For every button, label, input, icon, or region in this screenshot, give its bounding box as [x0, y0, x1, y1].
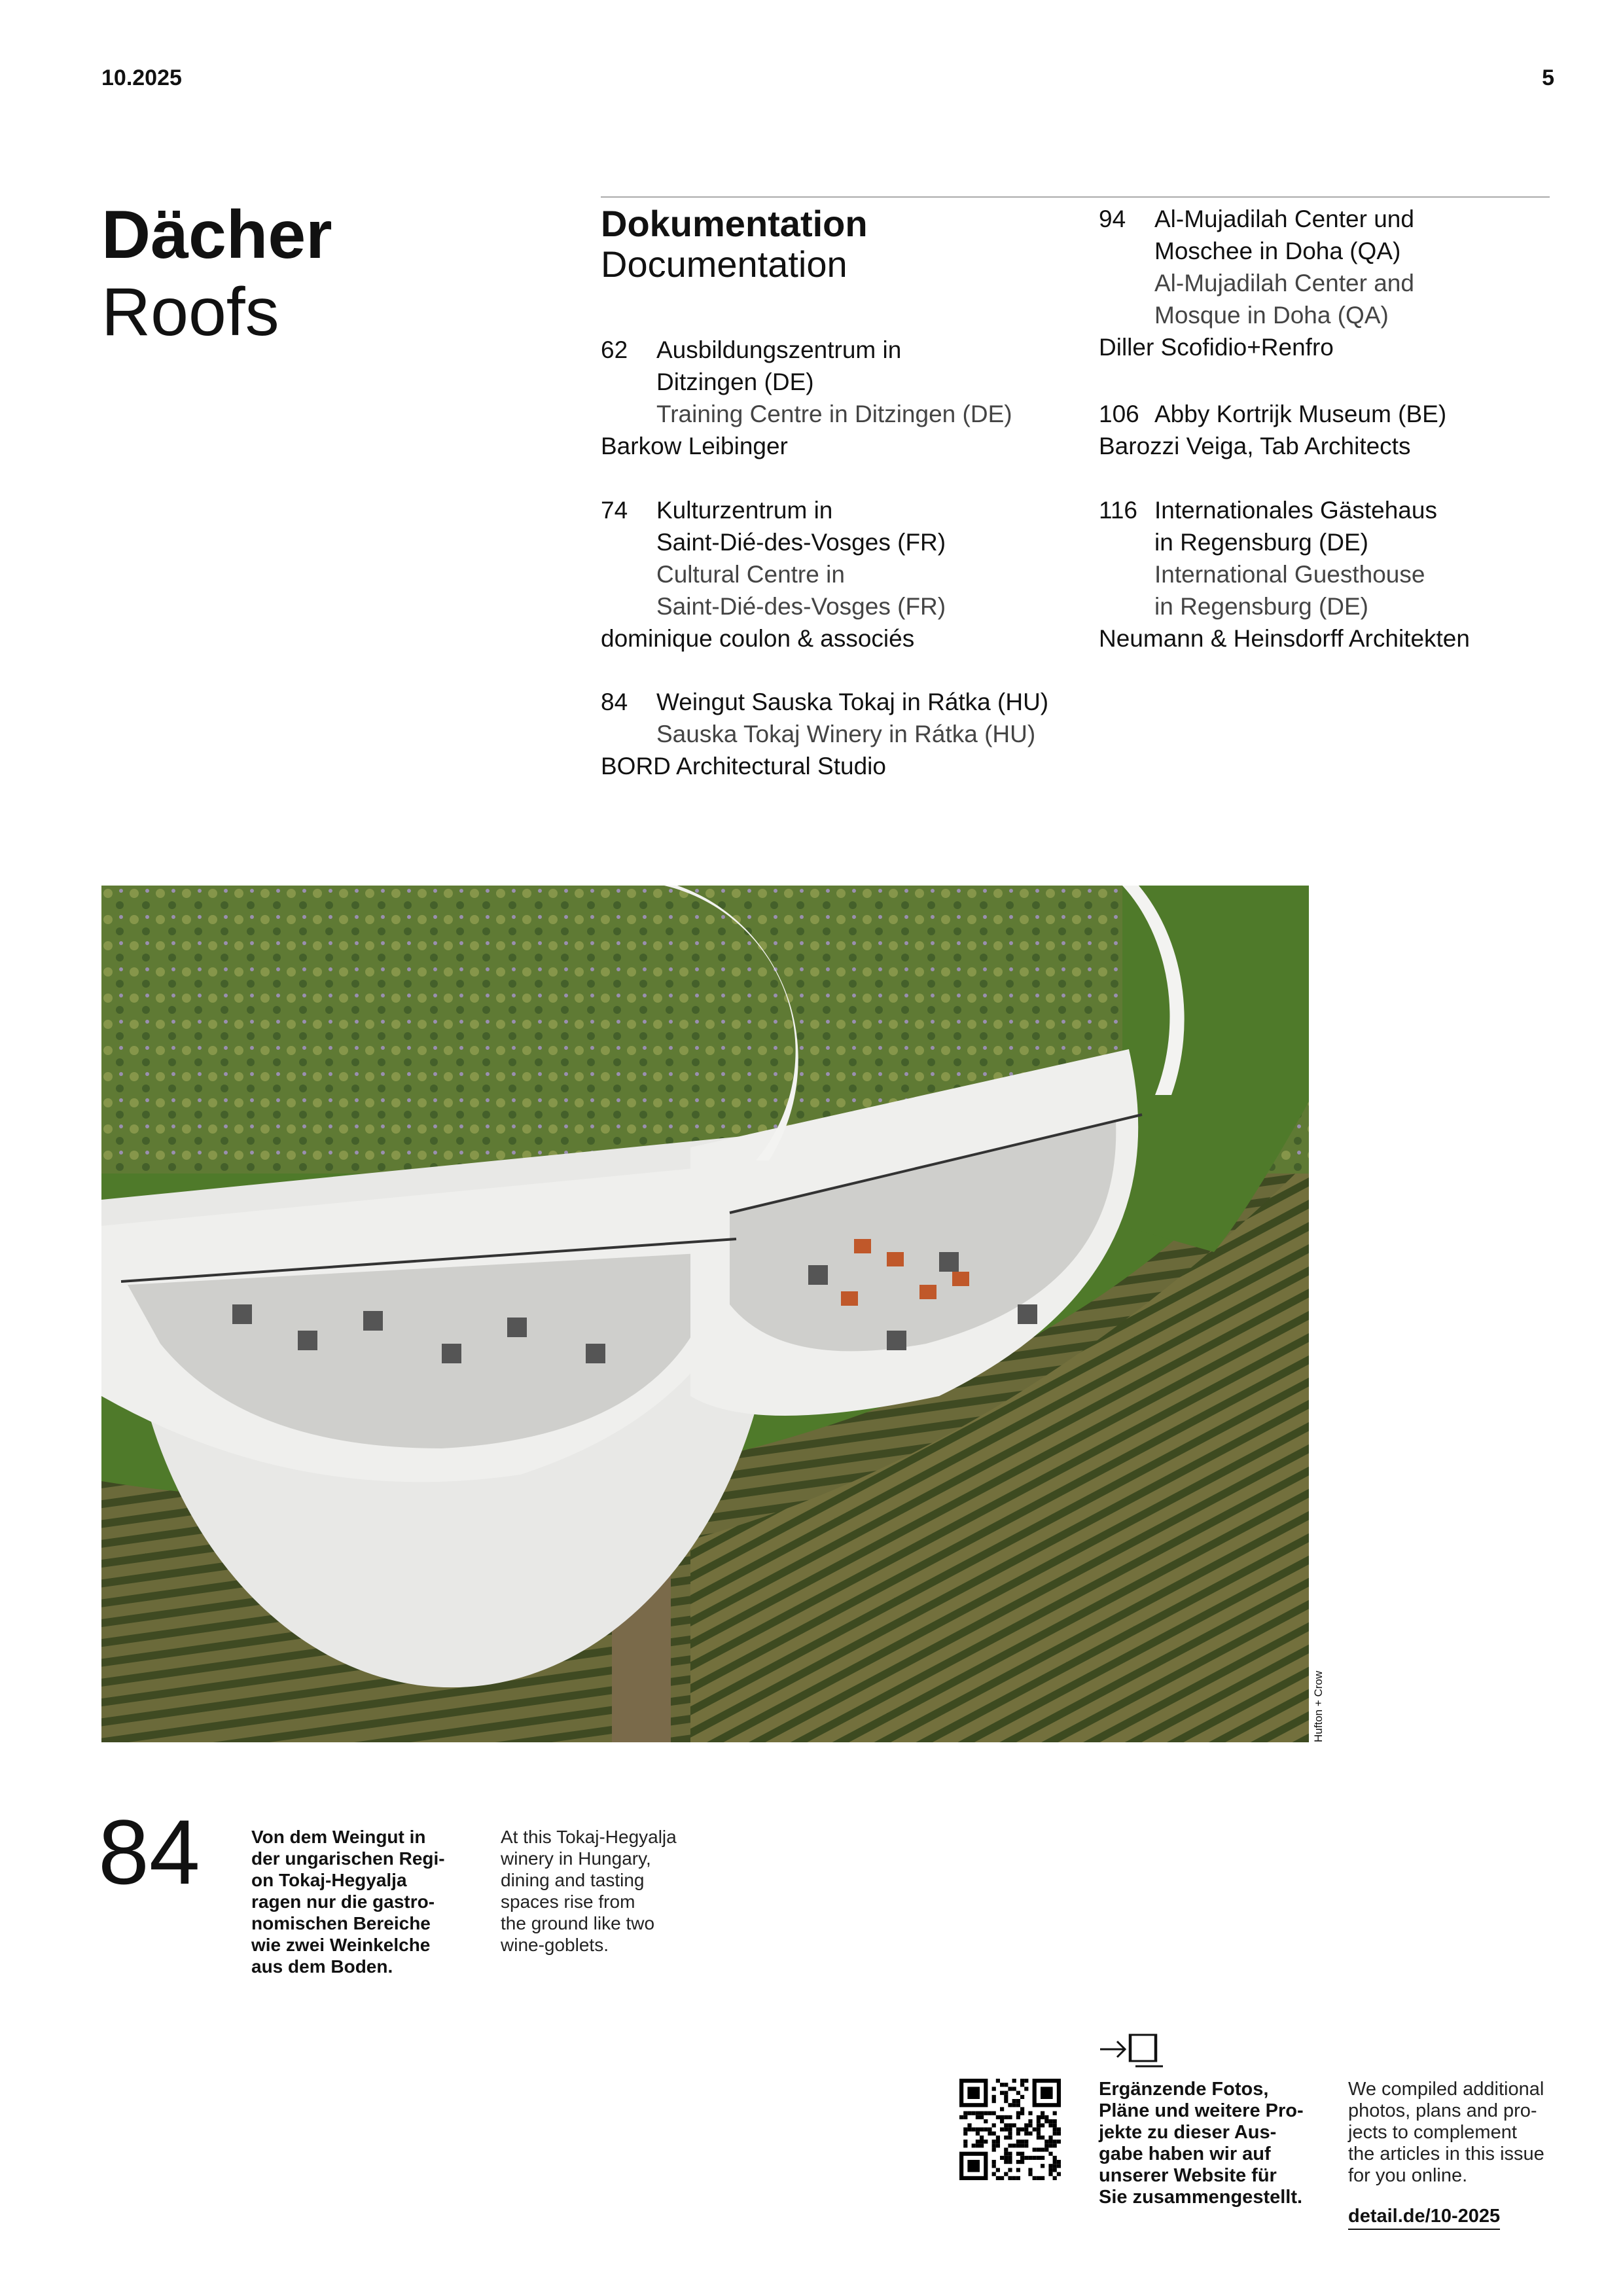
text-line: spaces rise from — [501, 1892, 635, 1912]
text-line: Von dem Weingut in — [251, 1827, 426, 1847]
entry-architect: Barozzi Veiga, Tab Architects — [1099, 433, 1411, 459]
entry-architect: Barkow Leibinger — [601, 433, 788, 459]
entry-page — [601, 366, 656, 398]
text-line: jekte zu dieser Aus- — [1099, 2122, 1277, 2143]
section-title-en: Documentation — [601, 243, 847, 285]
entry-architect: dominique coulon & associés — [601, 625, 915, 652]
text-line: We compiled additional — [1348, 2079, 1544, 2100]
entry-page: 84 — [601, 689, 628, 715]
entry-title-de: Ditzingen (DE) — [656, 368, 814, 395]
page-number: 5 — [1542, 65, 1554, 90]
title-de: Dächer — [101, 197, 332, 273]
text-line: der ungarischen Regi- — [251, 1848, 445, 1869]
entry-page: 94 — [1099, 206, 1126, 232]
issue-date: 10.2025 — [101, 65, 182, 90]
text-line: winery in Hungary, — [501, 1848, 651, 1869]
entry-title-de: Moschee in Doha (QA) — [1154, 238, 1401, 264]
caption-page-number: 84 — [98, 1801, 200, 1903]
entry-title-de: Weingut Sauska Tokaj in Rátka (HU) — [656, 689, 1049, 715]
caption-en — [501, 1826, 723, 1956]
text-line: the ground like two — [501, 1913, 655, 1933]
entry-title-en: International Guesthouse — [1154, 561, 1425, 588]
website-link[interactable]: detail.de/10-2025 — [1348, 2206, 1500, 2230]
entry-page: 116 — [1099, 497, 1137, 524]
entry-title-en: Mosque in Doha (QA) — [1154, 302, 1389, 329]
entry-title-en: Saint-Dié-des-Vosges (FR) — [656, 593, 946, 620]
caption-de — [251, 1826, 474, 1977]
entry-title-de: Ausbildungszentrum in — [656, 336, 902, 363]
text-line: photos, plans and pro- — [1348, 2100, 1537, 2121]
text-line: the articles in this issue — [1348, 2144, 1544, 2164]
entry-title-de: Abby Kortrijk Museum (BE) — [1154, 401, 1447, 427]
online-text-de — [1099, 2079, 1321, 2208]
photo-credit: Hufton + Crow — [1312, 1670, 1325, 1742]
text-line: wine-goblets. — [501, 1935, 609, 1955]
entry-page: 74 — [601, 497, 628, 524]
text-line: jects to complement — [1348, 2122, 1517, 2143]
text-line: At this Tokaj-Hegyalja — [501, 1827, 677, 1847]
text-line: on Tokaj-Hegyalja — [251, 1870, 407, 1890]
toc-entry[interactable] — [1099, 398, 1583, 462]
toc-entry[interactable] — [1099, 203, 1583, 363]
text-line: wie zwei Weinkelche — [251, 1935, 431, 1955]
entry-page — [1099, 526, 1154, 558]
entry-title-en: Training Centre in Ditzingen (DE) — [656, 401, 1012, 427]
entry-title-en: in Regensburg (DE) — [1154, 593, 1368, 620]
text-line: Pläne und weitere Pro- — [1099, 2100, 1304, 2121]
text-line: dining and tasting — [501, 1870, 645, 1890]
section-title-de: Dokumentation — [601, 203, 868, 244]
entry-page — [1099, 235, 1154, 267]
entry-title-de: Kulturzentrum in — [656, 497, 833, 524]
entry-title-de: Al-Mujadilah Center und — [1154, 206, 1414, 232]
entry-architect: Diller Scofidio+Renfro — [1099, 334, 1334, 361]
entry-title-de: in Regensburg (DE) — [1154, 529, 1368, 556]
text-line: Ergänzende Fotos, — [1099, 2079, 1269, 2100]
entry-architect: BORD Architectural Studio — [601, 753, 886, 780]
text-line: unserer Website für — [1099, 2165, 1277, 2186]
entry-title-de: Internationales Gästehaus — [1154, 497, 1437, 524]
entry-architect: Neumann & Heinsdorff Architekten — [1099, 625, 1470, 652]
text-line: ragen nur die gastro- — [251, 1892, 435, 1912]
toc-entry[interactable] — [601, 686, 1085, 782]
online-text-en — [1348, 2079, 1571, 2187]
qr-code[interactable] — [959, 2079, 1061, 2180]
entry-title-en: Al-Mujadilah Center and — [1154, 270, 1414, 296]
toc-entry[interactable] — [601, 334, 1085, 462]
entry-page: 106 — [1099, 401, 1139, 427]
text-line: nomischen Bereiche — [251, 1913, 431, 1933]
entry-page: 62 — [601, 336, 628, 363]
divider — [601, 196, 1550, 198]
text-line: aus dem Boden. — [251, 1956, 393, 1977]
text-line: gabe haben wir auf — [1099, 2144, 1271, 2164]
text-line: Sie zusammengestellt. — [1099, 2187, 1303, 2208]
text-line: for you online. — [1348, 2165, 1468, 2186]
entry-title-en: Sauska Tokaj Winery in Rátka (HU) — [656, 721, 1036, 747]
title-en: Roofs — [101, 274, 279, 350]
entry-title-de: Saint-Dié-des-Vosges (FR) — [656, 529, 946, 556]
photo-winery-aerial — [101, 886, 1309, 1742]
entry-page — [601, 526, 656, 558]
entry-title-en: Cultural Centre in — [656, 561, 845, 588]
arrow-to-device-icon — [1099, 2032, 1171, 2072]
toc-entry[interactable] — [601, 494, 1085, 655]
toc-entry[interactable] — [1099, 494, 1583, 655]
